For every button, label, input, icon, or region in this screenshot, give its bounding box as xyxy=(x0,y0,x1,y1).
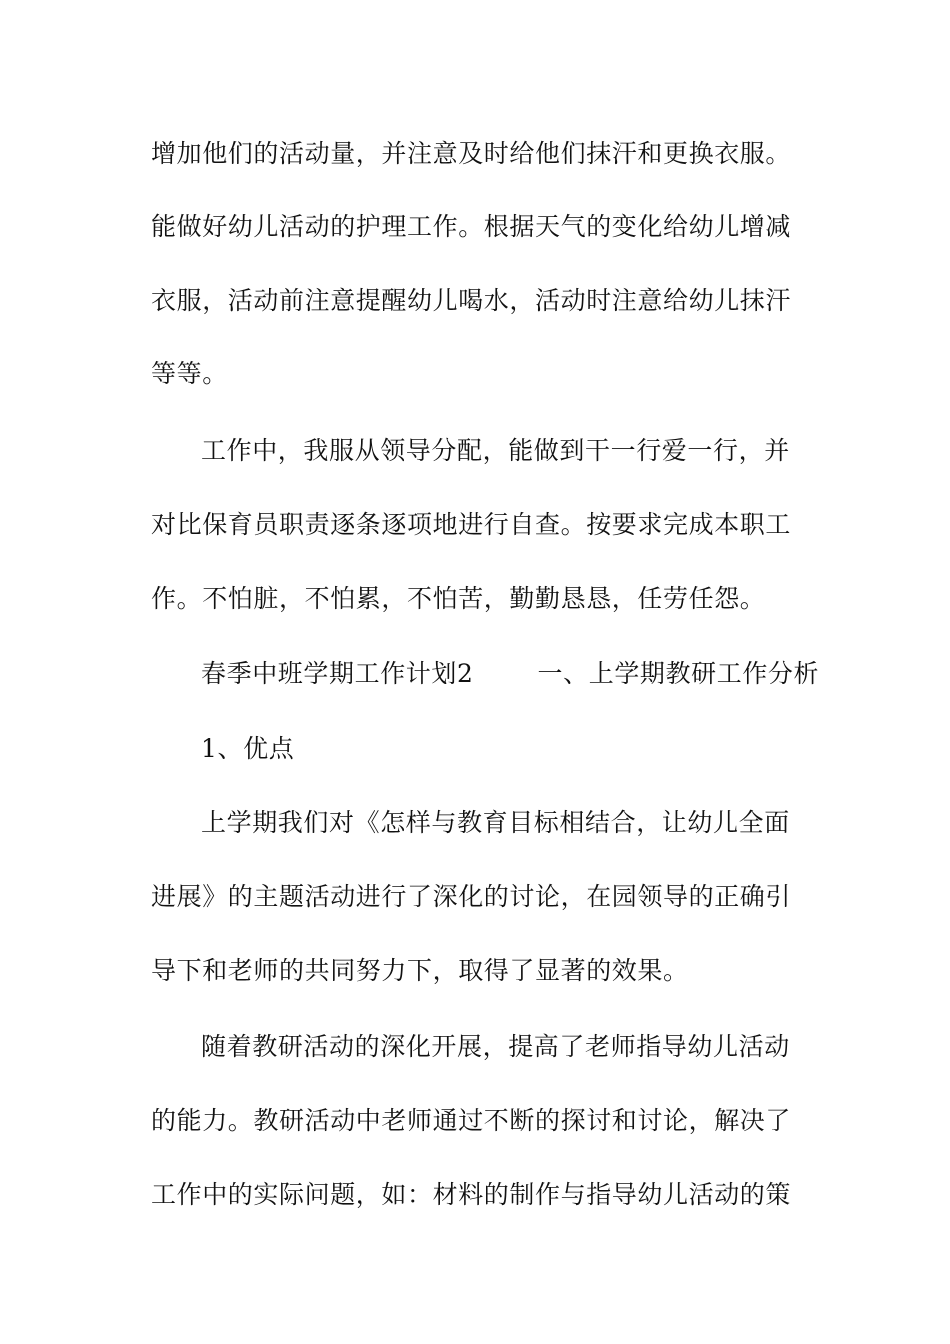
text-line-4: 等等。 xyxy=(151,359,228,388)
subheading-line: 1、优点 xyxy=(201,734,295,763)
text-line-7: 作。不怕脏，不怕累，不怕苦，勤勤恳恳，任劳任怨。 xyxy=(151,584,766,613)
text-line-10: 上学期我们对《怎样与教育目标相结合，让幼儿全面 xyxy=(201,808,790,837)
text-line-3: 衣服，活动前注意提醒幼儿喝水，活动时注意给幼儿抹汗 xyxy=(151,286,792,315)
text-line-12: 导下和老师的共同努力下，取得了显著的效果。 xyxy=(151,956,689,985)
text-line-13: 随着教研活动的深化开展，提高了老师指导幼儿活动 xyxy=(201,1032,790,1061)
text-line-15: 工作中的实际问题，如：材料的制作与指导幼儿活动的策 xyxy=(151,1180,792,1209)
text-line-11: 进展》的主题活动进行了深化的讨论，在园领导的正确引 xyxy=(151,882,792,911)
text-line-14: 的能力。教研活动中老师通过不断的探讨和讨论，解决了 xyxy=(151,1106,792,1135)
heading-line xyxy=(201,659,861,689)
text-line-6: 对比保育员职责逐条逐项地进行自查。按要求完成本职工 xyxy=(151,510,792,539)
text-line-2: 能做好幼儿活动的护理工作。根据天气的变化给幼儿增减 xyxy=(151,212,792,241)
text-line-1: 增加他们的活动量，并注意及时给他们抹汗和更换衣服。 xyxy=(151,139,792,168)
plan-title: 春季中班学期工作计划2 xyxy=(201,659,474,688)
section-title: 一、上学期教研工作分析 xyxy=(537,659,820,688)
text-line-5: 工作中，我服从领导分配，能做到干一行爱一行，并 xyxy=(201,436,790,465)
